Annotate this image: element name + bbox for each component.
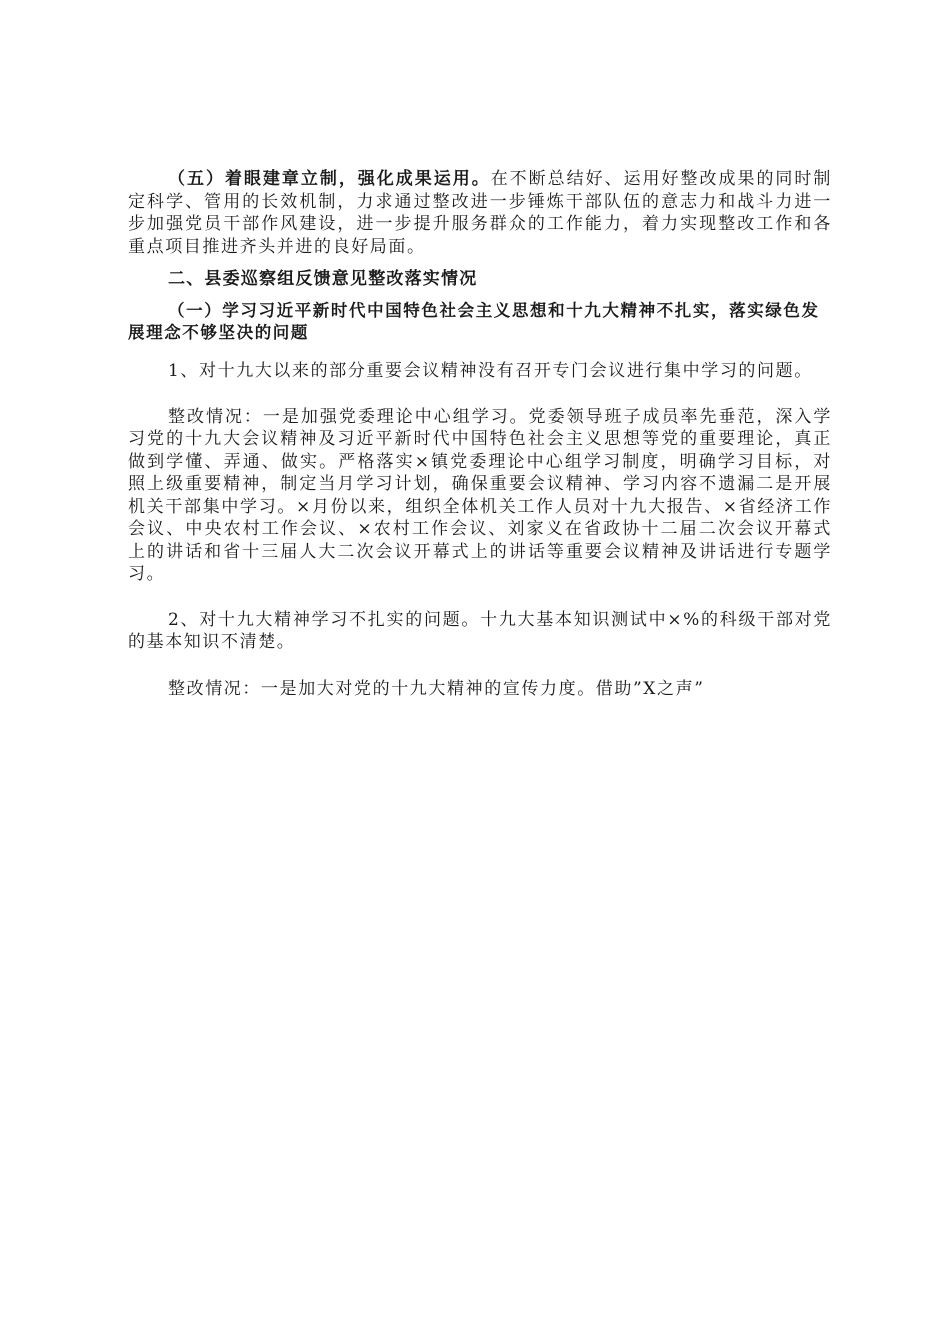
section-five-paragraph: [128, 168, 832, 258]
rectification-one-paragraph: 整改情况：一是加强党委理论中心组学习。党委领导班子成员率先垂范，深入学习党的十九大会议精神及习近平新时代中国特色社会主义思想等党的重要理论，真正做到学懂、弄通、做实。严格落实×镇党委理论中心组学习制度，明确学习目标，对照上级重要精神，制定当月学习计划，确保重要会议精神、学习内容不遗漏二是开展机关干部集中学习。×月份以来，组织全体机关工作人员对十九大报告、×省经济工作会议、中央农村工作会议、×农村工作会议、刘家义在省政协十二届二次会议开幕式上的讲话和省十三届人大二次会议开幕式上的讲话等重要会议精神及讲话进行专题学习。: [128, 406, 832, 584]
document-page: [128, 168, 832, 700]
section-heading-two: 二、县委巡察组反馈意见整改落实情况: [168, 269, 478, 289]
rectification-two-paragraph: 整改情况：一是加大对党的十九大精神的宣传力度。借助”X之声”: [168, 678, 705, 699]
issue-item-one: 1、对十九大以来的部分重要会议精神没有召开专门会议进行集中学习的问题。: [168, 361, 813, 381]
section-five-body: 在不断总结好、运用好整改成果的同时制定科学、管用的长效机制，力求通过整改进一步锤炼干部队伍的意志力和战斗力进一步加强党员干部作风建设，进一步提升服务群众的工作能力，着力实现整改工作和各重点项目推进齐头并进的良好局面。: [128, 169, 832, 257]
subsection-heading-one: （一）学习习近平新时代中国特色社会主义思想和十九大精神不扎实，落实绿色发展理念不够坚决的问题: [128, 301, 820, 342]
section-five-lead: （五）着眼建章立制，强化成果运用。: [168, 169, 491, 189]
issue-item-two: 2、对十九大精神学习不扎实的问题。十九大基本知识测试中×%的科级干部对党的基本知识不清楚。: [128, 609, 832, 652]
